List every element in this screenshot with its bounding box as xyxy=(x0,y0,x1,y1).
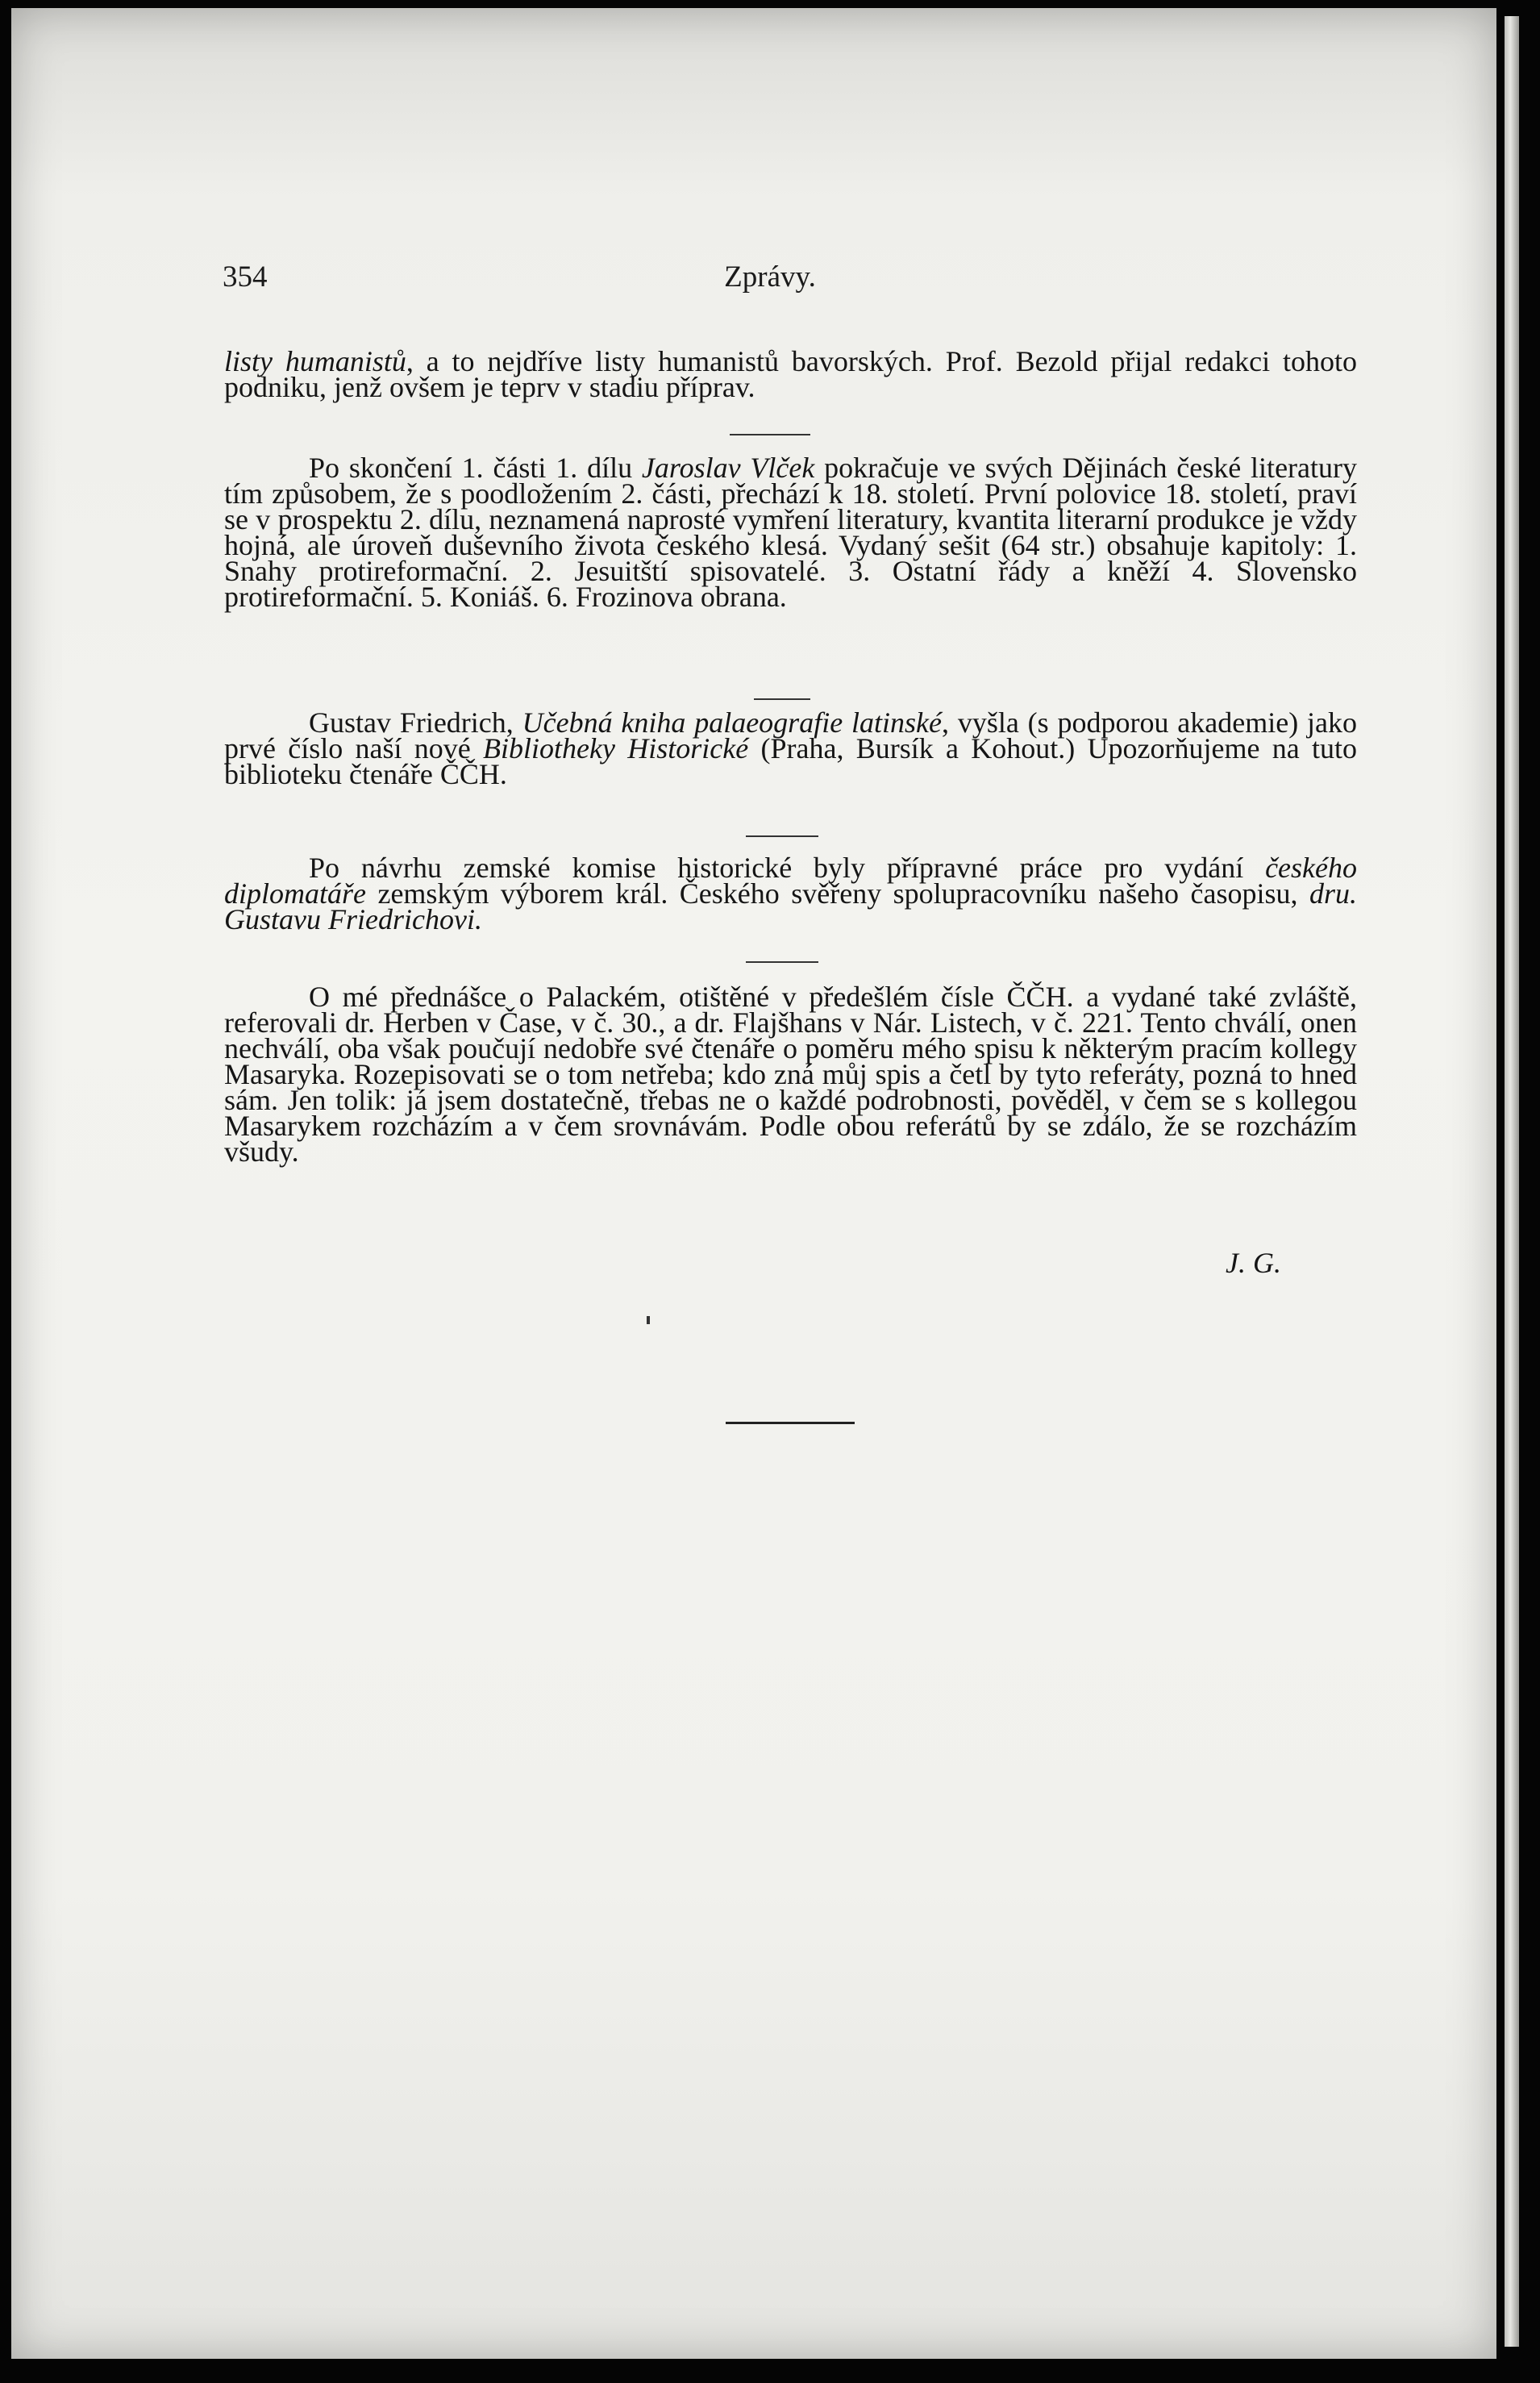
p2-author: Jaroslav Vlček xyxy=(641,452,815,484)
paragraph-5 xyxy=(224,981,1357,1168)
section-divider xyxy=(754,698,810,700)
section-divider xyxy=(746,835,818,837)
signature-initials: J. G. xyxy=(1226,1247,1281,1279)
paragraph-4 xyxy=(224,852,1357,935)
page-number: 354 xyxy=(223,260,268,294)
p4-mid: zemským výborem král. Českého svěřeny spolupracovníku našeho časopisu, xyxy=(366,877,1309,910)
section-divider xyxy=(730,434,810,435)
paragraph-2 xyxy=(224,452,1357,613)
p4-italic2: dru. Gustavu Friedrichovi. xyxy=(224,877,1357,935)
p3-mid: , vyšla (s podporou akademie) jako prvé číslo naší nové xyxy=(224,706,1357,764)
paragraph-1 xyxy=(224,345,1357,403)
p4-lead: Po návrhu zemské komise historické byly přípravné práce pro vydání xyxy=(309,852,1266,884)
p2-lead: Po skončení 1. části 1. dílu xyxy=(309,452,642,484)
p3-lead: Gustav Friedrich, xyxy=(309,706,522,739)
ink-speck xyxy=(647,1316,650,1324)
p1-italic: listy humanistů xyxy=(224,345,406,377)
p3-tail: (Praha, Bursík a Kohout.) Upozorňujeme na tuto biblioteku čtenáře ČČH. xyxy=(224,732,1357,790)
p3-series: Bibliotheky Historické xyxy=(483,732,749,764)
p3-title: Učebná kniha palaeografie latinské xyxy=(522,706,942,739)
end-rule xyxy=(726,1422,855,1424)
paragraph-3 xyxy=(224,706,1357,790)
page-edge xyxy=(1505,16,1519,2347)
p1-text: , a to nejdříve listy humanistů bavorských. Prof. Bezold přijal redakci tohoto podniku, jenž ovšem je teprv v stadiu příprav. xyxy=(224,345,1357,403)
section-divider xyxy=(746,961,818,963)
p4-italic1: českého diplomatáře xyxy=(224,852,1357,910)
p2-text: pokračuje ve svých Dějinách české literatury tím způsobem, že s poodložením 2. části, přechází k 18. století. První polovice 18. století, praví se v prospektu 2. dílu, neznamená naprosté vymření literatury, kvantita literarní produkce je vždy hojná, ale úroveň duševního života českého klesá. Vydaný sešit (64 str.) obsahuje kapitoly: 1. Snahy protireformační. 2. Jesuitští spisovatelé. 3. Ostatní řády a kněží 4. Slovensko protireformační. 5. Koniáš. 6. Frozinova obrana. xyxy=(224,452,1357,613)
running-title: Zprávy. xyxy=(724,260,816,294)
p5-text: O mé přednášce o Palackém, otištěné v předešlém čísle ČČH. a vydané také zvláště, referovali dr. Herben v Čase, v č. 30., a dr. Flajšhans v Nár. Listech, v č. 221. Tento chválí, onen nechválí, oba však poučují nedobře své čtenáře o poměru mého spisu k některým pracím kollegy Masaryka. Rozepisovati se o tom netřeba; kdo zná můj spis a četl by tyto referáty, pozná to hned sám. Jen tolik: já jsem dostatečně, třebas ne o každé podrobnosti, pověděl, v čem se s kollegou Masarykem rozcházím a v čem srovnávám. Podle obou referátů by se zdálo, že se rozcházím všudy. xyxy=(224,981,1357,1168)
